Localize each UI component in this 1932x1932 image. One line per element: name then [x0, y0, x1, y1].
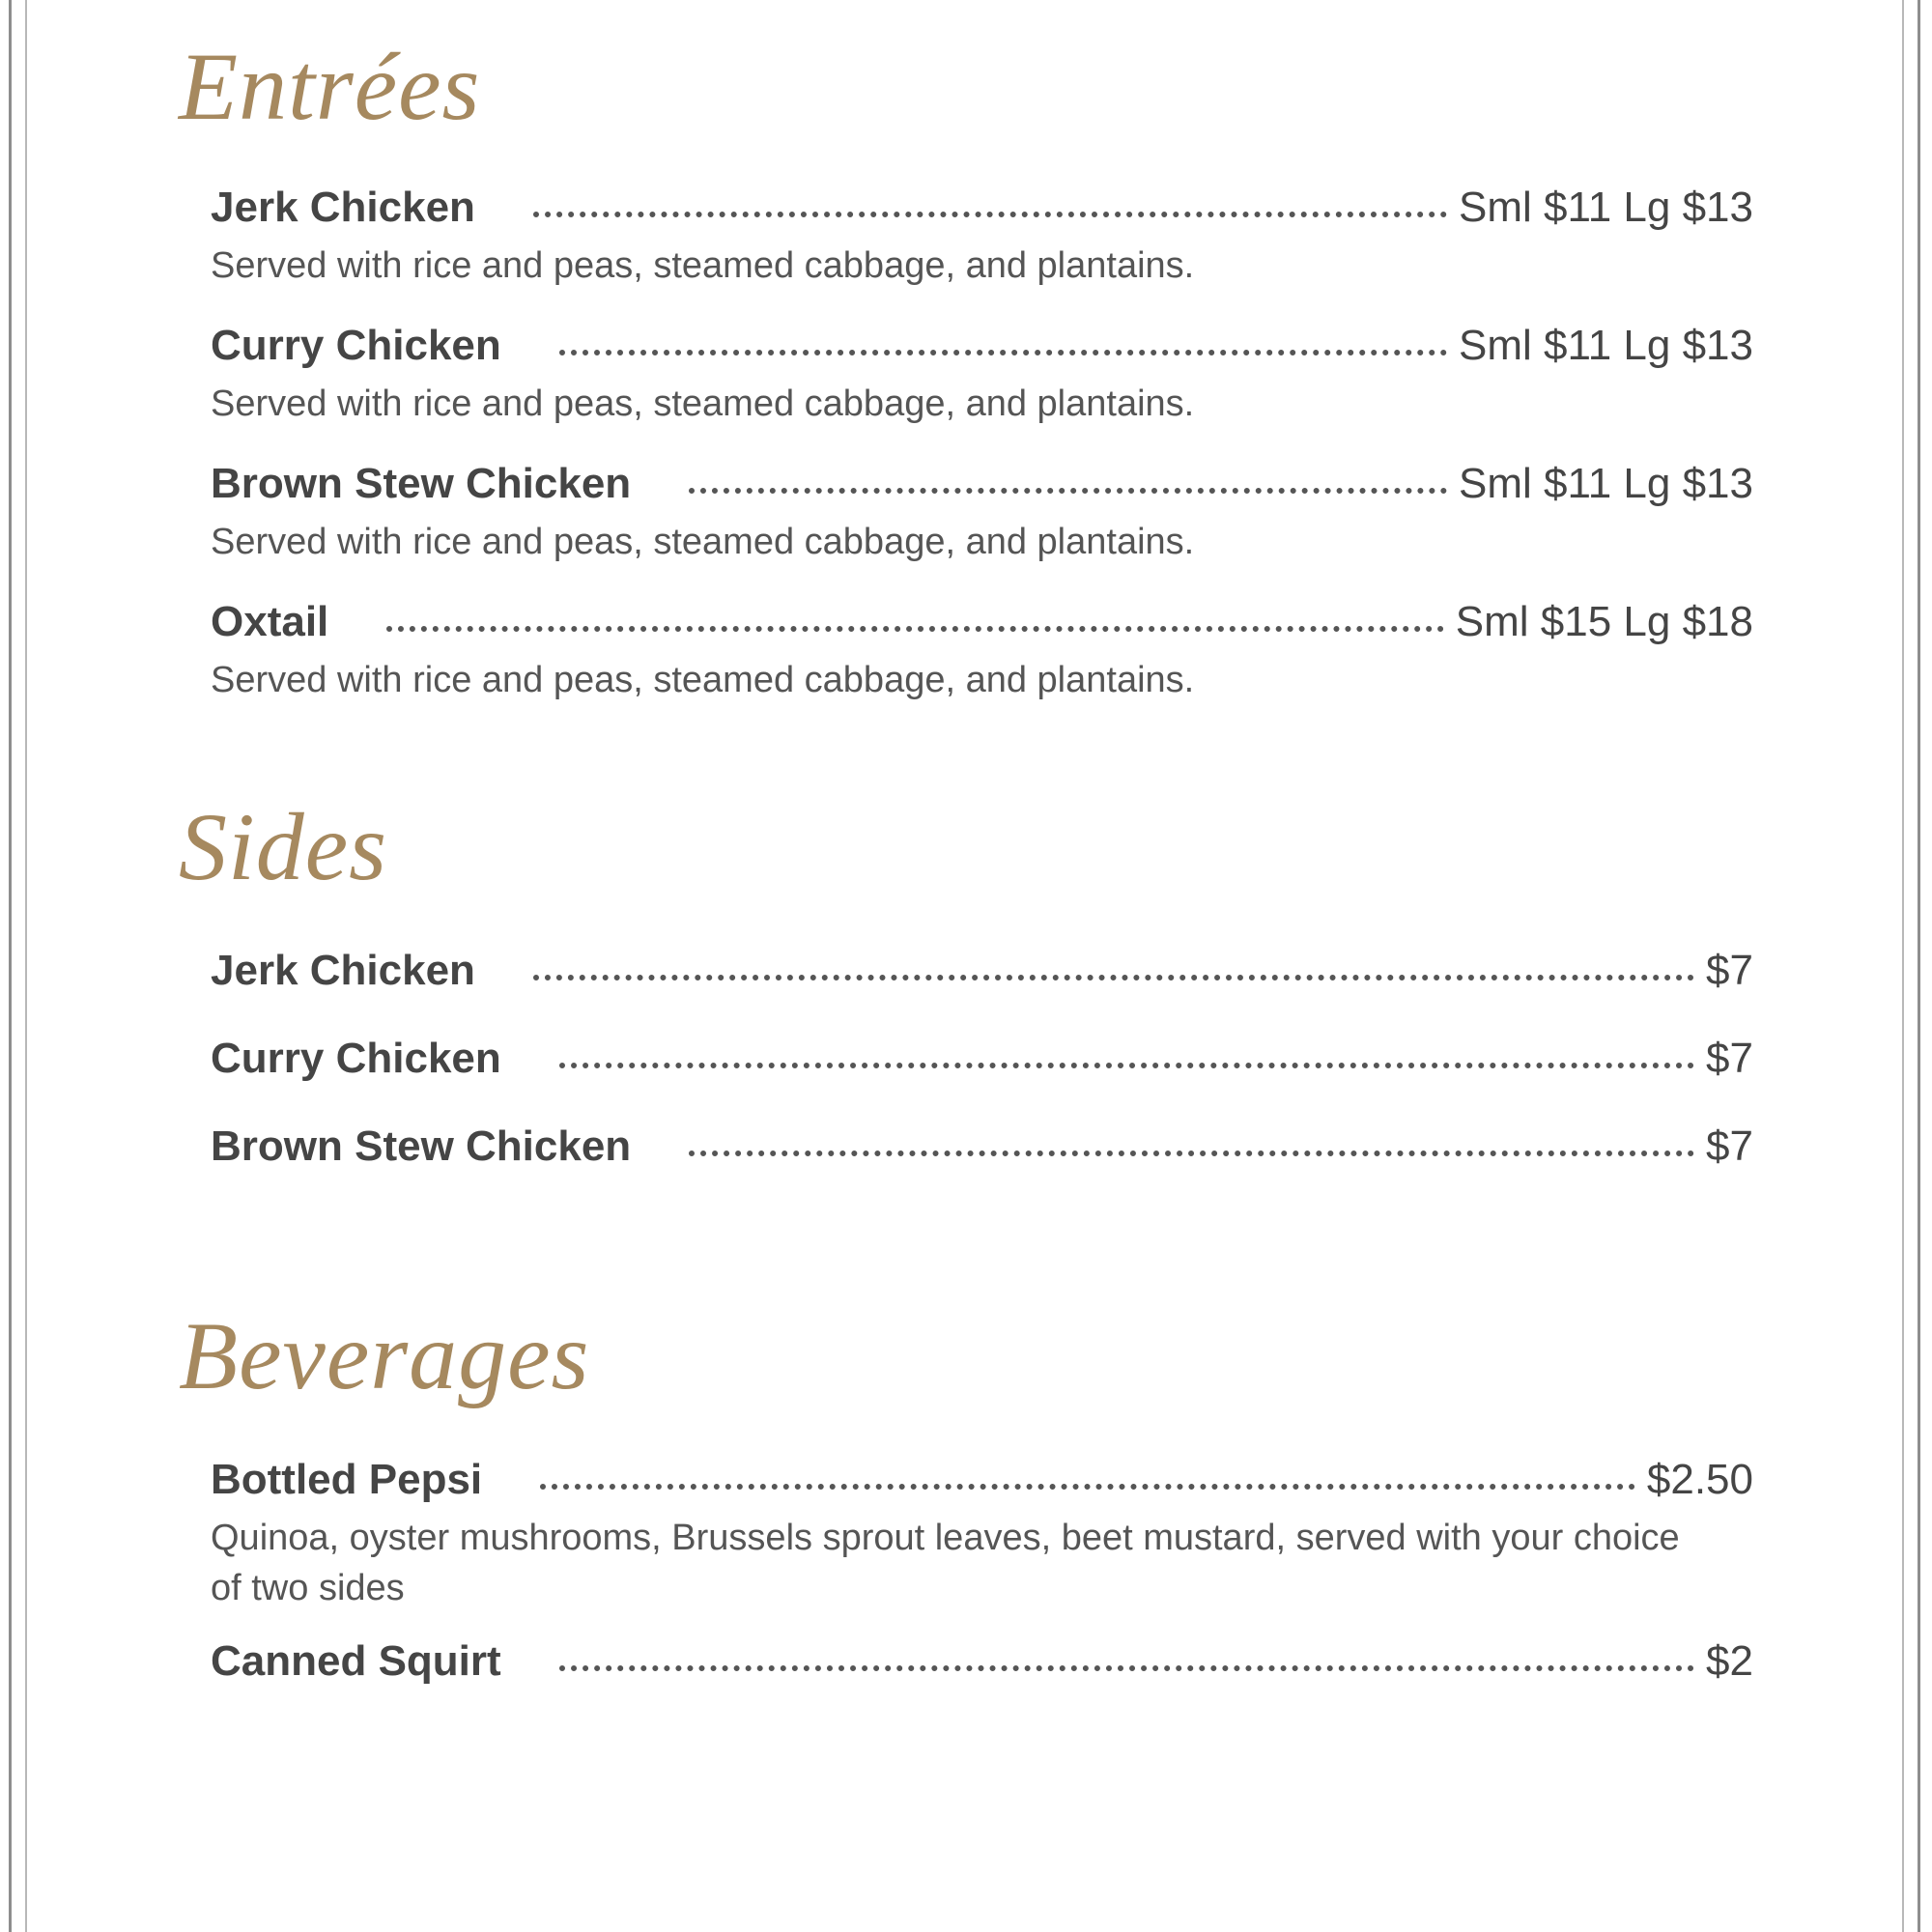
dot-leader — [559, 1063, 1694, 1068]
menu-item-row — [211, 593, 1753, 651]
item-name: Oxtail — [211, 598, 329, 645]
dot-leader — [689, 488, 1447, 494]
dot-leader — [559, 1665, 1694, 1671]
item-name: Curry Chicken — [211, 1035, 501, 1082]
menu-item-row — [211, 1118, 1753, 1176]
menu-item-row — [211, 1451, 1753, 1509]
item-price: $7 — [1706, 947, 1753, 994]
menu-page — [179, 29, 1753, 1710]
item-price: Sml $11 Lg $13 — [1459, 184, 1753, 231]
dot-leader — [533, 975, 1694, 980]
menu-item-row — [211, 1633, 1753, 1690]
item-price: $2.50 — [1646, 1456, 1753, 1503]
item-name: Brown Stew Chicken — [211, 1122, 632, 1170]
menu-item — [211, 455, 1753, 593]
menu-item — [211, 593, 1753, 731]
item-price: $7 — [1706, 1122, 1753, 1170]
item-description: Quinoa, oyster mushrooms, Brussels sprout leaves, beet mustard, served with your choice of two sides — [211, 1518, 1680, 1608]
section-title-entrees: Entrées — [179, 33, 481, 140]
frame-border-left-outer — [9, 0, 12, 1932]
section-beverages — [179, 1298, 1753, 1690]
menu-item — [211, 942, 1753, 1030]
item-price: Sml $15 Lg $18 — [1455, 598, 1753, 645]
item-price: $2 — [1706, 1637, 1753, 1685]
dot-leader — [689, 1151, 1694, 1156]
menu-item-row — [211, 179, 1753, 237]
menu-item — [211, 1118, 1753, 1206]
item-description: Served with rice and peas, steamed cabbage, and plantains. — [211, 660, 1195, 700]
item-description: Served with rice and peas, steamed cabbage, and plantains. — [211, 384, 1195, 424]
menu-item-row — [211, 317, 1753, 375]
item-price: Sml $11 Lg $13 — [1459, 322, 1753, 369]
item-price: Sml $11 Lg $13 — [1459, 460, 1753, 507]
section-sides — [179, 789, 1753, 1206]
entrees-list — [179, 179, 1753, 731]
menu-item — [211, 1633, 1753, 1690]
dot-leader — [559, 350, 1447, 355]
dot-leader — [533, 212, 1447, 217]
section-entrees — [179, 29, 1753, 731]
dot-leader — [540, 1484, 1635, 1490]
frame-border-right-inner — [1902, 0, 1904, 1932]
menu-item-row — [211, 1030, 1753, 1088]
section-title-beverages: Beverages — [179, 1302, 590, 1409]
menu-item — [211, 1451, 1753, 1613]
item-name: Curry Chicken — [211, 322, 501, 369]
menu-item — [211, 179, 1753, 317]
item-name: Jerk Chicken — [211, 947, 475, 994]
frame-border-left-inner — [25, 0, 27, 1932]
item-name: Brown Stew Chicken — [211, 460, 632, 507]
item-name: Canned Squirt — [211, 1637, 501, 1685]
menu-item-row — [211, 942, 1753, 1000]
section-title-sides: Sides — [179, 793, 388, 900]
item-description: Served with rice and peas, steamed cabbage, and plantains. — [211, 245, 1195, 286]
beverages-list — [179, 1451, 1753, 1690]
item-price: $7 — [1706, 1035, 1753, 1082]
frame-border-right-outer — [1918, 0, 1920, 1932]
dot-leader — [386, 626, 1444, 632]
menu-item — [211, 1030, 1753, 1118]
menu-item — [211, 317, 1753, 455]
item-name: Jerk Chicken — [211, 184, 475, 231]
menu-item-row — [211, 455, 1753, 513]
sides-list — [179, 942, 1753, 1206]
item-name: Bottled Pepsi — [211, 1456, 483, 1503]
item-description: Served with rice and peas, steamed cabbage, and plantains. — [211, 522, 1195, 562]
